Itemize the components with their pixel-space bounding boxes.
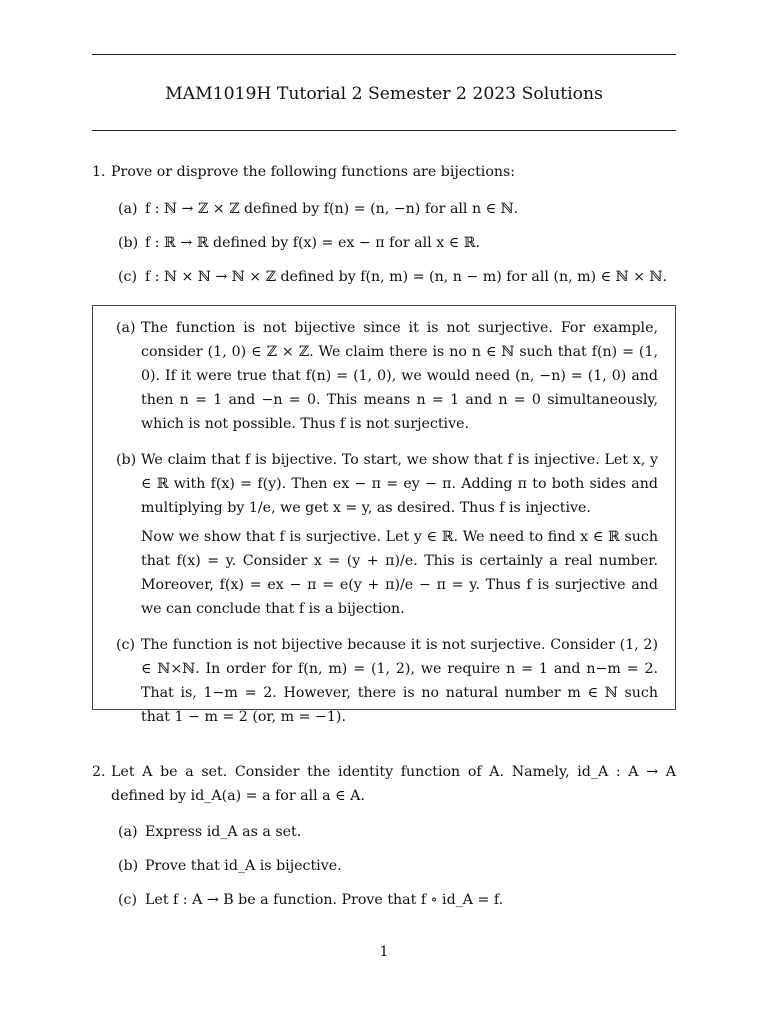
page-number: 1 xyxy=(379,944,389,960)
question-2-number: 2. xyxy=(92,764,106,780)
solution-c-text: The function is not bijective because it is not surjective. Consider (1, 2) ∈ ℕ×ℕ. In order for f(n, m) = (1, 2), we require n = 1 and n−m = 2. That is, 1−m = 2. However, there is no natural number m ∈ ℕ such that 1 − m = 2 (or, m = −1). xyxy=(141,637,658,725)
solution-b-label: (b) xyxy=(116,452,137,468)
solution-a-text: The function is not bijective since it is not surjective. For example, consider (1, 0) ∈ ℤ × ℤ. We claim there is no n ∈ ℕ such that f(n) = (1, 0). If it were true that f(n) = (1, 0), we would need (n, −n) = (1, 0) and then n = 1 and −n = 0. This means n = 1 and n = 0 simultaneously, which is not possible. Thus f is not surjective. xyxy=(141,320,658,432)
header-rule-top xyxy=(92,54,676,55)
q1-part-b-text: f : ℝ → ℝ defined by f(x) = ex − π for all x ∈ ℝ. xyxy=(145,235,481,251)
q2-part-a-text: Express id_A as a set. xyxy=(145,824,302,840)
document-title: MAM1019H Tutorial 2 Semester 2 2023 Solutions xyxy=(165,84,603,104)
q2-part-b-label: (b) xyxy=(118,858,139,874)
question-2-prompt: Let A be a set. Consider the identity function of A. Namely, id_A : A → A defined by id_A(a) = a for all a ∈ A. xyxy=(111,764,676,804)
q1-part-a-label: (a) xyxy=(118,201,138,217)
solution-c-label: (c) xyxy=(116,637,136,653)
solution-a-label: (a) xyxy=(116,320,136,336)
solution-b-paragraph-2: Now we show that f is surjective. Let y ∈ ℝ. We need to find x ∈ ℝ such that f(x) = y. Consider x = (y + π)/e. This is certainly a real number. Moreover, f(x) = ex − π = e(y + π)/e − π = y. Thus f is surjective and we can conclude that f is a bijection. xyxy=(141,529,658,617)
header-rule-bottom xyxy=(92,130,676,131)
q1-part-c-text: f : ℕ × ℕ → ℕ × ℤ defined by f(n, m) = (n, n − m) for all (n, m) ∈ ℕ × ℕ. xyxy=(145,269,667,285)
q2-part-c-label: (c) xyxy=(118,892,138,908)
q2-part-b-text: Prove that id_A is bijective. xyxy=(145,858,342,874)
q1-part-b-label: (b) xyxy=(118,235,139,251)
question-1-prompt: Prove or disprove the following functions are bijections: xyxy=(111,164,516,180)
q2-part-a-label: (a) xyxy=(118,824,138,840)
q1-part-c-label: (c) xyxy=(118,269,138,285)
question-1-number: 1. xyxy=(92,164,106,180)
solution-b-paragraph-1: We claim that f is bijective. To start, we show that f is injective. Let x, y ∈ ℝ with f(x) = f(y). Then ex − π = ey − π. Adding π to both sides and multiplying by 1/e, we get x = y, as desired. Thus f is injective. xyxy=(141,452,658,516)
q2-part-c-text: Let f : A → B be a function. Prove that f ∘ id_A = f. xyxy=(145,892,504,908)
q1-part-a-text: f : ℕ → ℤ × ℤ defined by f(n) = (n, −n) for all n ∈ ℕ. xyxy=(145,201,519,217)
